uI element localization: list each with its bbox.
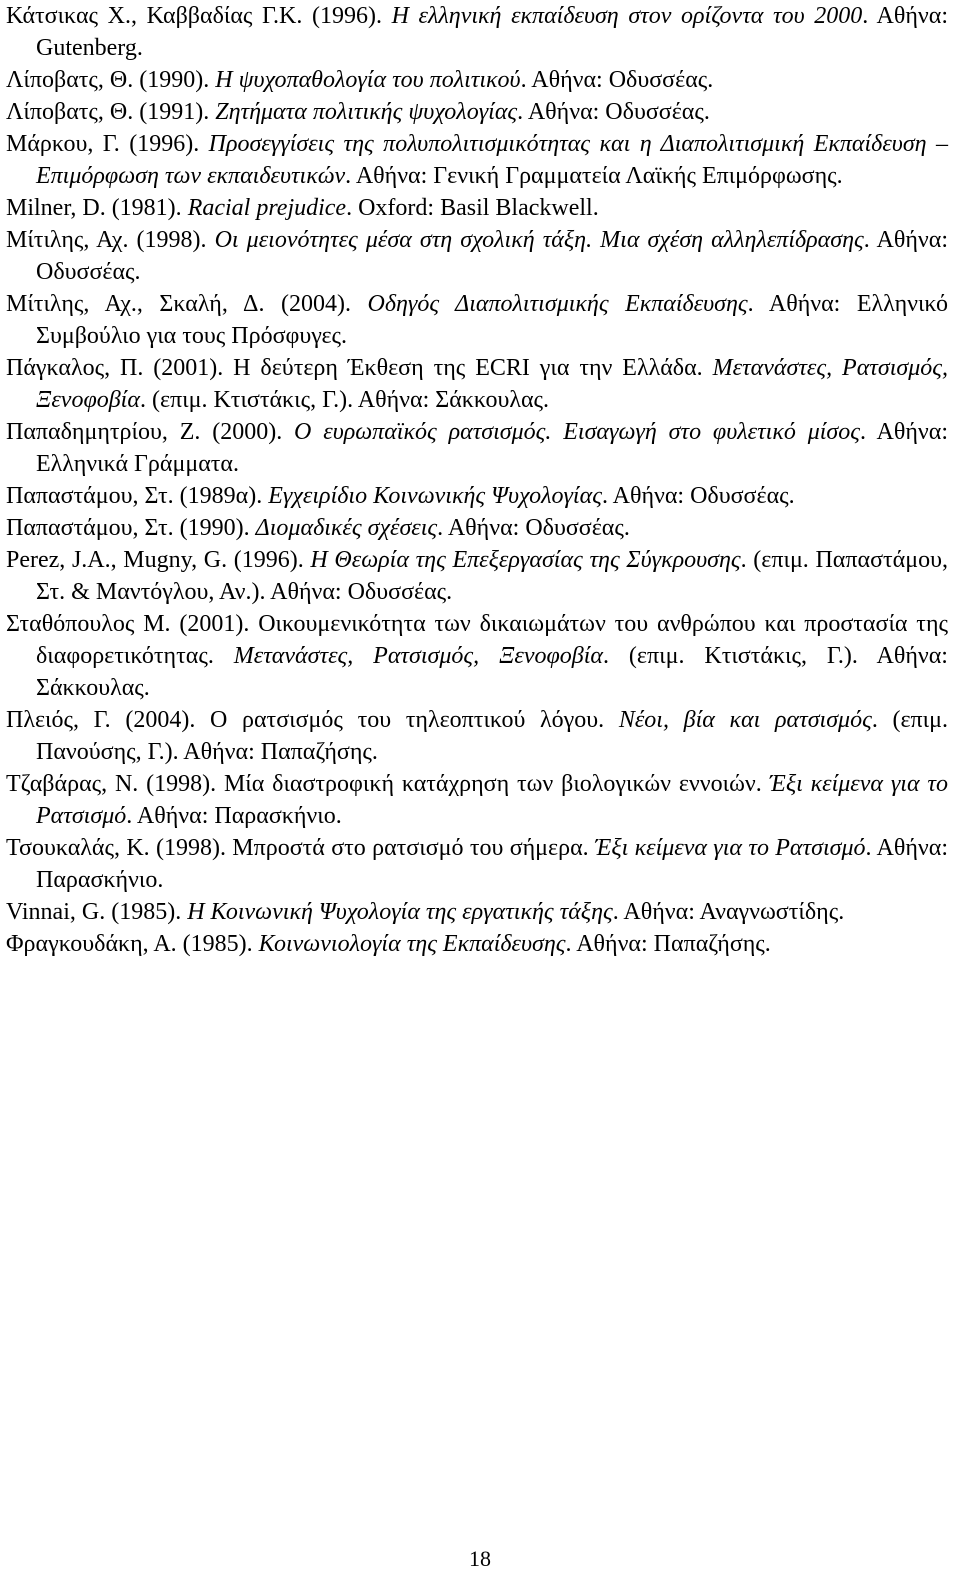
ref-publisher: . (επιμ. Πανούσης, Γ.). Αθήνα: Παπαζήσης.	[36, 707, 948, 765]
ref-text: Milner, D. (1981).	[6, 195, 188, 221]
ref-title: Προσεγγίσεις της πολυπολιτισμικότητας και η Διαπολιτισμική Εκπαίδευση – Επιμόρφωση των εκπαιδευτικών	[36, 131, 948, 189]
ref-publisher: . Αθήνα: Οδυσσέας.	[517, 99, 710, 125]
reference-entry	[6, 288, 948, 352]
reference-entry	[6, 192, 948, 224]
ref-title: Ζητήματα πολιτικής ψυχολογίας	[215, 99, 518, 125]
ref-publisher: . Αθήνα: Παρασκήνιο.	[36, 835, 948, 893]
ref-text: Παπαστάμου, Στ. (1989α).	[6, 483, 269, 509]
ref-title: Racial prejudice	[187, 195, 347, 221]
ref-title: Ο ευρωπαϊκός ρατσισμός. Εισαγωγή στο φυλετικό μίσος	[294, 419, 860, 445]
reference-entry	[6, 512, 948, 544]
ref-publisher: . Αθήνα: Παρασκήνιο.	[126, 803, 342, 829]
reference-entry	[6, 544, 948, 608]
reference-entry	[6, 128, 948, 192]
ref-text: Σταθόπουλος Μ. (2001). Οικουμενικότητα των δικαιωμάτων του ανθρώπου και προστασία της διαφορετικότητας.	[6, 611, 948, 669]
ref-publisher: . Αθήνα: Οδυσσέας.	[437, 515, 630, 541]
ref-text: Παπαστάμου, Στ. (1990).	[6, 515, 256, 541]
ref-title: Η Κοινωνική Ψυχολογία της εργατικής τάξης	[187, 899, 613, 925]
ref-text: Πάγκαλος, Π. (2001). Η δεύτερη Έκθεση της ECRI για την Ελλάδα.	[6, 355, 713, 381]
ref-title: Έξι κείμενα για το Ρατσισμό	[595, 835, 866, 861]
ref-publisher: . Αθήνα: Παπαζήσης.	[565, 931, 771, 957]
ref-title: Η Θεωρία της Επεξεργασίας της Σύγκρουσης	[310, 547, 741, 573]
reference-entry	[6, 608, 948, 704]
ref-title: Η ψυχοπαθολογία του πολιτικού	[215, 67, 521, 93]
ref-text: Τζαβάρας, Ν. (1998). Μία διαστροφική κατάχρηση των βιολογικών εννοιών.	[6, 771, 770, 797]
ref-publisher: . Αθήνα: Οδυσσέας.	[601, 483, 795, 509]
ref-title: Νέοι, βία και ρατσισμός	[618, 707, 872, 733]
ref-publisher: . Αθήνα: Ελληνικό Συμβούλιο για τους Πρόσφυγες.	[36, 291, 949, 349]
reference-entry	[6, 704, 948, 768]
ref-text: Τσουκαλάς, Κ. (1998). Μπροστά στο ρατσισμό του σήμερα.	[6, 835, 596, 861]
ref-title: Έξι κείμενα για το Ρατσισμό	[36, 771, 948, 829]
ref-text: Παπαδημητρίου, Ζ. (2000).	[6, 419, 295, 445]
ref-text: Κάτσικας Χ., Καββαδίας Γ.Κ. (1996).	[6, 3, 392, 29]
ref-publisher: . Αθήνα: Οδυσσέας.	[520, 67, 714, 93]
ref-title: Εγχειρίδιο Κοινωνικής Ψυχολογίας	[268, 483, 602, 509]
page-number: 18	[469, 1546, 491, 1571]
reference-entry	[6, 416, 948, 480]
reference-entry	[6, 352, 948, 416]
ref-text: Λίποβατς, Θ. (1991).	[6, 99, 216, 125]
ref-publisher: . Αθήνα: Ελληνικά Γράμματα.	[36, 419, 949, 477]
ref-text: Μάρκου, Γ. (1996).	[6, 131, 209, 157]
ref-title: Κοινωνιολογία της Εκπαίδευσης	[258, 931, 566, 957]
reference-entry	[6, 0, 948, 64]
reference-entry	[6, 480, 948, 512]
ref-publisher: . Αθήνα: Αναγνωστίδης.	[612, 899, 845, 925]
reference-list	[6, 0, 948, 960]
reference-entry	[6, 224, 948, 288]
ref-title: Μετανάστες, Ρατσισμός, Ξενοφοβία	[36, 355, 949, 413]
ref-text: Φραγκουδάκη, Α. (1985).	[6, 931, 259, 957]
ref-publisher: . Αθήνα: Οδυσσέας.	[36, 227, 948, 285]
reference-entry	[6, 832, 948, 896]
reference-entry	[6, 928, 948, 960]
ref-text: Perez, J.A., Mugny, G. (1996).	[6, 547, 311, 573]
ref-title: Η ελληνική εκπαίδευση στον ορίζοντα του 2000	[391, 3, 863, 29]
ref-text: Vinnai, G. (1985).	[6, 899, 188, 925]
ref-title: Μετανάστες, Ρατσισμός, Ξενοφοβία	[233, 643, 604, 669]
ref-text: Πλειός, Γ. (2004). Ο ρατσισμός του τηλεοπτικού λόγου.	[6, 707, 619, 733]
reference-entry	[6, 896, 948, 928]
ref-text: Λίποβατς, Θ. (1990).	[6, 67, 216, 93]
ref-publisher: . Oxford: Basil Blackwell.	[346, 195, 599, 221]
ref-publisher: . Αθήνα: Gutenberg.	[36, 3, 948, 61]
ref-publisher: . (επιμ. Κτιστάκις, Γ.). Αθήνα: Σάκκουλας.	[36, 643, 948, 701]
ref-publisher: . (επιμ. Κτιστάκις, Γ.). Αθήνα: Σάκκουλας.	[139, 387, 550, 413]
ref-title: Διομαδικές σχέσεις	[255, 515, 438, 541]
reference-entry	[6, 768, 948, 832]
reference-entry	[6, 96, 948, 128]
ref-publisher: . Αθήνα: Γενική Γραμματεία Λαϊκής Επιμόρφωσης.	[345, 163, 843, 189]
ref-publisher: . (επιμ. Παπαστάμου, Στ. & Μαντόγλου, Αν.). Αθήνα: Οδυσσέας.	[36, 547, 948, 605]
ref-text: Μίτιλης, Αχ. (1998).	[6, 227, 215, 253]
ref-title: Οδηγός Διαπολιτισμικής Εκπαίδευσης	[367, 291, 748, 317]
ref-text: Μίτιλης, Αχ., Σκαλή, Δ. (2004).	[6, 291, 368, 317]
ref-title: Οι μειονότητες μέσα στη σχολική τάξη. Μια σχέση αλληλεπίδρασης	[214, 227, 864, 253]
reference-entry	[6, 64, 948, 96]
